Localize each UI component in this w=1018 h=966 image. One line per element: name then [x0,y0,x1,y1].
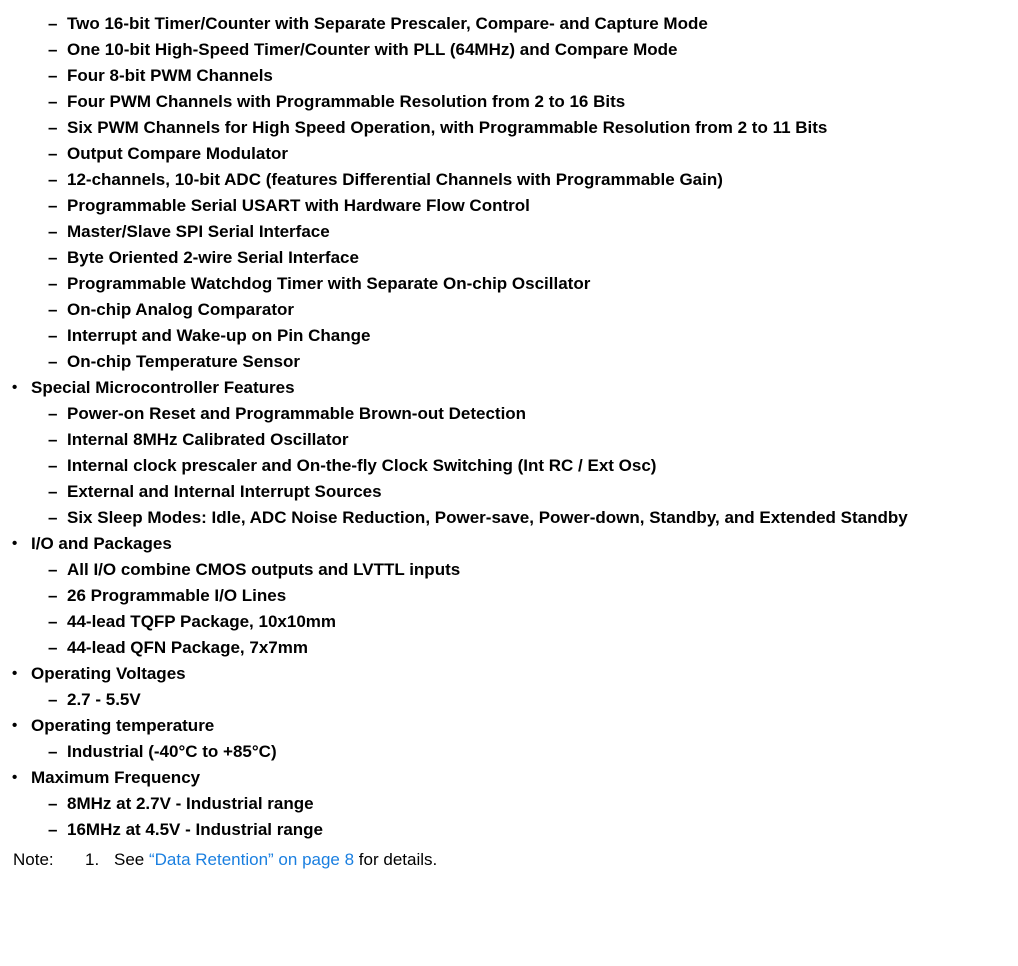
section-heading-text: Operating temperature [31,716,215,735]
list-item-text: External and Internal Interrupt Sources [67,482,382,501]
bullet-dash-icon: – [48,144,58,163]
list-item [0,271,1018,297]
section-heading [0,375,1018,401]
list-item [0,557,1018,583]
list-item [0,817,1018,843]
note-label: Note: [13,850,54,869]
list-item [0,427,1018,453]
section-heading [0,661,1018,687]
note-number: 1. [85,850,100,869]
list-item [0,687,1018,713]
list-item-text: Four PWM Channels with Programmable Resolution from 2 to 16 Bits [67,92,626,111]
list-item [0,141,1018,167]
list-item-text: Programmable Serial USART with Hardware Flow Control [67,196,530,215]
bullet-dash-icon: – [48,222,58,241]
list-item-text: 16MHz at 4.5V - Industrial range [67,820,324,839]
bullet-dash-icon: – [48,352,58,371]
bullet-dot-icon: • [12,665,18,682]
footnote [0,843,1018,877]
bullet-dash-icon: – [48,196,58,215]
list-item-text: Internal 8MHz Calibrated Oscillator [67,430,349,449]
list-item-text: Master/Slave SPI Serial Interface [67,222,330,241]
datasheet-feature-list [0,11,1018,877]
bullet-dash-icon: – [48,66,58,85]
bullet-dash-icon: – [48,560,58,579]
list-item [0,479,1018,505]
data-retention-link[interactable]: “Data Retention” on page 8 [148,850,355,869]
list-item-text: Six PWM Channels for High Speed Operation, with Programmable Resolution from 2 to 11 Bits [67,118,828,137]
list-item [0,193,1018,219]
list-item [0,219,1018,245]
list-item [0,401,1018,427]
bullet-dash-icon: – [48,456,58,475]
list-item-text: 2.7 - 5.5V [67,690,141,709]
list-item [0,791,1018,817]
section-heading [0,765,1018,791]
list-item-text: Four 8-bit PWM Channels [67,66,273,85]
list-item-text: On-chip Temperature Sensor [67,352,301,371]
list-item-text: Interrupt and Wake-up on Pin Change [67,326,371,345]
bullet-dot-icon: • [12,769,18,786]
list-item-text: 12-channels, 10-bit ADC (features Differential Channels with Programmable Gain) [67,170,723,189]
list-item [0,609,1018,635]
list-item [0,349,1018,375]
list-item-text: 44-lead TQFP Package, 10x10mm [67,612,337,631]
list-item [0,11,1018,37]
section-heading [0,713,1018,739]
bullet-dash-icon: – [48,482,58,501]
bullet-dash-icon: – [48,404,58,423]
bullet-dash-icon: – [48,586,58,605]
bullet-dash-icon: – [48,690,58,709]
bullet-dash-icon: – [48,612,58,631]
list-item-text: 26 Programmable I/O Lines [67,586,287,605]
list-item [0,63,1018,89]
bullet-dash-icon: – [48,430,58,449]
list-item [0,245,1018,271]
note-body [114,843,437,877]
note-text-after: for details. [354,850,438,869]
bullet-dash-icon: – [48,274,58,293]
bullet-dot-icon: • [12,535,18,552]
bullet-dot-icon: • [12,379,18,396]
bullet-dash-icon: – [48,508,58,527]
bullet-dash-icon: – [48,742,58,761]
bullet-dash-icon: – [48,300,58,319]
bullet-dash-icon: – [48,92,58,111]
list-item-text: Power-on Reset and Programmable Brown-out Detection [67,404,527,423]
list-item [0,635,1018,661]
feature-list [0,11,1018,843]
list-item [0,453,1018,479]
bullet-dash-icon: – [48,794,58,813]
list-item-text: Byte Oriented 2-wire Serial Interface [67,248,359,267]
section-heading-text: Maximum Frequency [31,768,201,787]
bullet-dash-icon: – [48,118,58,137]
list-item-text: Output Compare Modulator [67,144,288,163]
list-item [0,297,1018,323]
list-item-text: All I/O combine CMOS outputs and LVTTL inputs [67,560,461,579]
list-item [0,115,1018,141]
bullet-dash-icon: – [48,170,58,189]
list-item-text: Two 16-bit Timer/Counter with Separate Prescaler, Compare- and Capture Mode [67,14,708,33]
list-item [0,505,1018,531]
list-item-text: On-chip Analog Comparator [67,300,294,319]
bullet-dash-icon: – [48,638,58,657]
list-item [0,323,1018,349]
bullet-dot-icon: • [12,717,18,734]
list-item-text: Six Sleep Modes: Idle, ADC Noise Reduction, Power-save, Power-down, Standby, and Extended Standby [67,508,908,527]
section-heading-text: Operating Voltages [31,664,186,683]
bullet-dash-icon: – [48,326,58,345]
list-item-text: One 10-bit High-Speed Timer/Counter with PLL (64MHz) and Compare Mode [67,40,678,59]
section-heading-text: I/O and Packages [31,534,172,553]
list-item-text: Programmable Watchdog Timer with Separate On-chip Oscillator [67,274,591,293]
bullet-dash-icon: – [48,820,58,839]
list-item [0,739,1018,765]
bullet-dash-icon: – [48,248,58,267]
list-item [0,583,1018,609]
bullet-dash-icon: – [48,14,58,33]
list-item [0,89,1018,115]
list-item-text: 8MHz at 2.7V - Industrial range [67,794,314,813]
list-item-text: Industrial (-40°C to +85°C) [67,742,277,761]
list-item [0,167,1018,193]
bullet-dash-icon: – [48,40,58,59]
note-text-before: See [114,850,149,869]
list-item-text: 44-lead QFN Package, 7x7mm [67,638,308,657]
list-item-text: Internal clock prescaler and On-the-fly Clock Switching (Int RC / Ext Osc) [67,456,657,475]
list-item [0,37,1018,63]
section-heading-text: Special Microcontroller Features [31,378,295,397]
section-heading [0,531,1018,557]
